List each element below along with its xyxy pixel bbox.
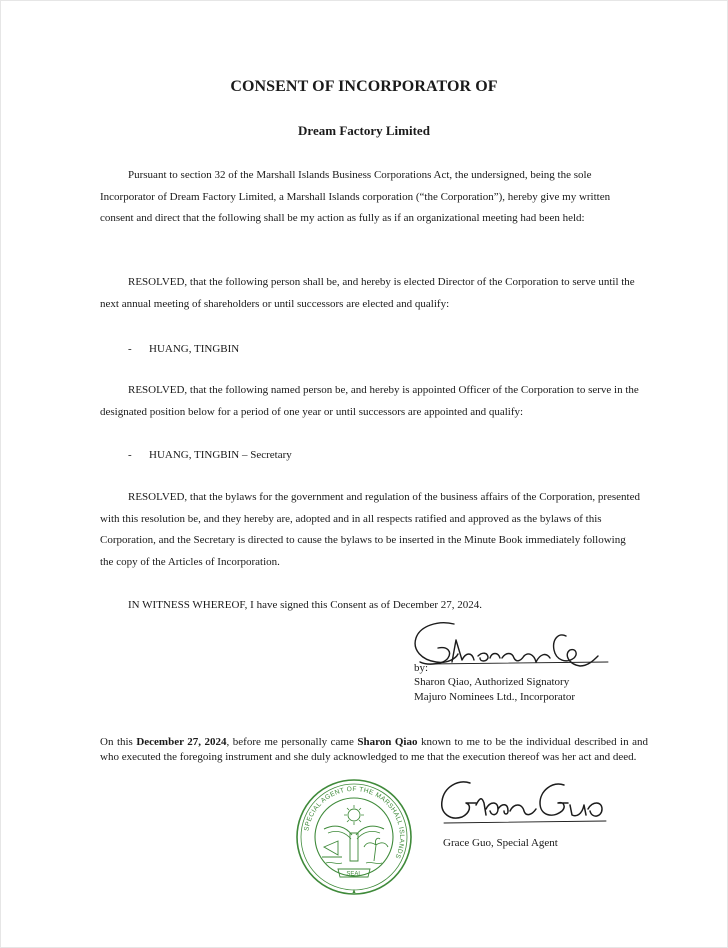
notary-acknowledgment	[100, 735, 648, 764]
seal-label: SEAL	[346, 871, 362, 878]
company-name: Dream Factory Limited	[298, 123, 430, 138]
resolution-officer: RESOLVED, that the following named person be, and hereby is appointed Officer of the Corporation to serve in the designated position below for a period of one year or until successors are appointed and qualify:	[100, 384, 639, 418]
special-agent-seal	[294, 777, 414, 897]
signature-grace-guo	[436, 775, 626, 830]
resolution-director: RESOLVED, that the following person shall be, and hereby is elected Director of the Corporation to serve until the next annual meeting of shareholders or until successors are elected and qualify:	[100, 276, 635, 310]
by-label: by:	[414, 662, 429, 674]
signatory-name-title: Sharon Qiao, Authorized Signatory	[414, 676, 570, 688]
officer-name: HUANG, TINGBIN – Secretary	[149, 449, 292, 461]
notary-text-3: known to me to be the individual described in and who executed the foregoing instrument and she duly acknowledged to me that the execution thereof was her act and deed.	[100, 736, 649, 763]
seal-ring-text: SPECIAL AGENT OF THE MARSHALL ISLANDS	[303, 785, 406, 860]
signatory-company: Majuro Nominees Ltd., Incorporator	[414, 691, 575, 703]
notary-text-2: , before me personally came	[226, 736, 358, 748]
agent-caption: Grace Guo, Special Agent	[443, 837, 558, 849]
witness-statement: IN WITNESS WHEREOF, I have signed this Consent as of December 27, 2024.	[128, 599, 483, 611]
resolution-bylaws: RESOLVED, that the bylaws for the government and regulation of the business affairs of the Corporation, presented with this resolution be, and they hereby are, adopted and in all respects ratified and approved as the bylaws of this Corporation, and the Secretary is directed to cause the bylaws to be inserted in the Minute Book immediately following the copy of the Articles of Incorporation.	[100, 491, 640, 568]
list-bullet: -	[128, 343, 132, 355]
director-name: HUANG, TINGBIN	[149, 343, 240, 355]
notary-date: December 27, 2024	[136, 736, 227, 748]
intro-paragraph: Pursuant to section 32 of the Marshall Islands Business Corporations Act, the undersigned, being the sole Incorporator of Dream Factory Limited, a Marshall Islands corporation (“the Corporation”), hereby give my written consent and direct that the following shall be my action as fully as if an organizational meeting had been held:	[100, 169, 611, 224]
document-title: CONSENT OF INCORPORATOR OF	[230, 78, 498, 95]
notary-person: Sharon Qiao	[357, 736, 418, 748]
signature-sharon-qiao	[408, 618, 628, 678]
list-bullet: -	[128, 449, 132, 461]
notary-text-1: On this	[100, 736, 137, 748]
